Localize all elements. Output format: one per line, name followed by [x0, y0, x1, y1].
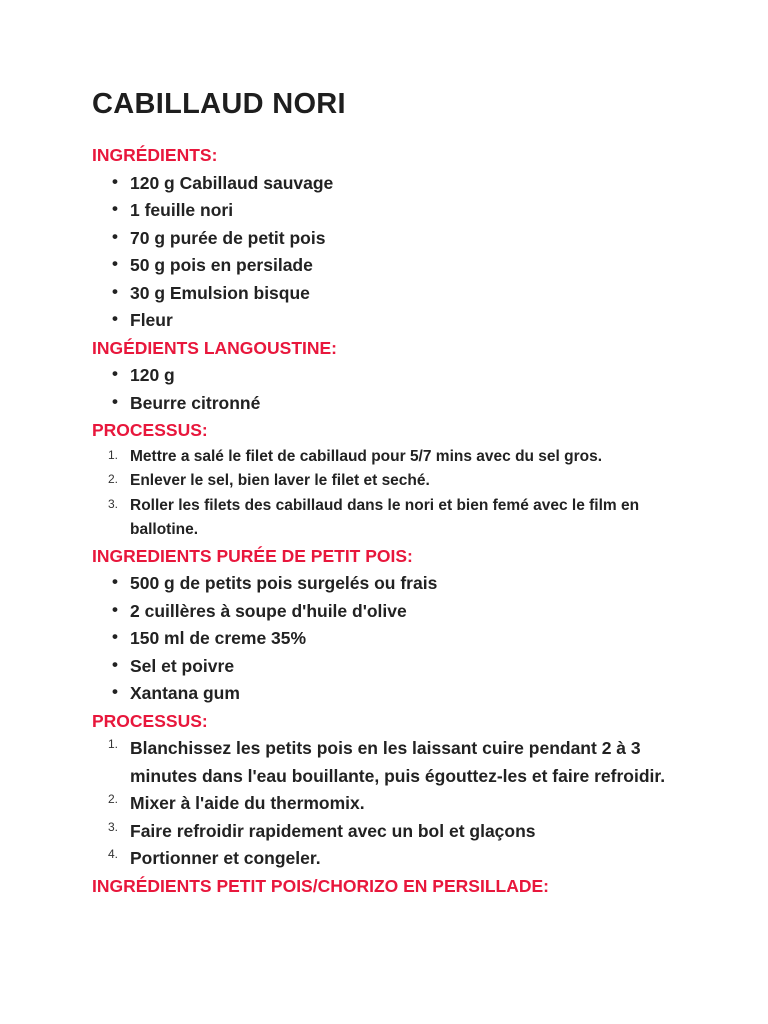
bullet-icon: •	[112, 391, 118, 411]
list-item	[92, 625, 692, 653]
step-text: Mixer à l'aide du thermomix.	[130, 793, 365, 813]
step-item	[92, 469, 692, 494]
step-number: 2.	[108, 792, 119, 806]
langoustine-list	[92, 362, 692, 417]
step-text: Mettre a salé le filet de cabillaud pour 5/7 mins avec du sel gros.	[130, 447, 603, 465]
list-item	[92, 598, 692, 626]
step-number: 3.	[108, 819, 119, 834]
step-text: Enlever le sel, bien laver le filet et seché.	[130, 472, 430, 489]
puree-process-steps-list	[92, 735, 692, 873]
step-item	[92, 494, 692, 543]
step-item	[92, 735, 692, 790]
section-heading-process-puree: PROCESSUS:	[92, 710, 208, 731]
list-item-text: 30 g Emulsion bisque	[130, 282, 310, 303]
step-text: Faire refroidir rapidement avec un bol et glaçons	[130, 820, 536, 841]
list-item	[92, 653, 692, 681]
section-heading-ingredients: INGRÉDIENTS:	[92, 145, 218, 165]
list-item	[92, 362, 692, 390]
list-item-text: 50 g pois en persilade	[130, 255, 313, 275]
step-item	[92, 790, 692, 818]
step-number: 4.	[108, 847, 119, 861]
list-item	[92, 252, 692, 280]
list-item	[92, 680, 692, 708]
section-heading-puree-ingredients: INGREDIENTS PURÉE DE PETIT POIS:	[92, 545, 413, 566]
list-item-text: 120 g	[130, 365, 175, 385]
bullet-icon: •	[112, 627, 118, 646]
list-item-text: Beurre citronné	[130, 392, 261, 413]
step-text: Portionner et congeler.	[130, 848, 321, 868]
list-item-text: 150 ml de creme 35%	[130, 628, 307, 648]
bullet-icon: •	[112, 254, 118, 273]
list-item	[92, 307, 692, 335]
bullet-icon: •	[112, 682, 118, 701]
list-item-text: Sel et poivre	[130, 655, 235, 676]
list-item-text: 2 cuillères à soupe d'huile d'olive	[130, 600, 407, 621]
list-item	[92, 390, 692, 418]
step-text: Roller les filets des cabillaud dans le nori et bien femé avec le film en ballotine.	[130, 496, 640, 538]
step-number: 1.	[108, 737, 119, 751]
step-text: Blanchissez les petits pois en les laissant cuire pendant 2 à 3 minutes dans l'eau bouillante, puis égouttez-les et faire refroidir.	[130, 738, 666, 786]
list-item-text: 70 g purée de petit pois	[130, 227, 326, 248]
bullet-icon: •	[112, 309, 118, 328]
section-heading-langoustine: INGÉDIENTS LANGOUSTINE:	[92, 337, 338, 358]
bullet-icon: •	[112, 599, 118, 619]
ingredients-list	[92, 170, 692, 335]
list-item	[92, 197, 692, 225]
bullet-icon: •	[112, 199, 118, 218]
bullet-icon: •	[112, 364, 118, 383]
list-item-text: 120 g Cabillaud sauvage	[130, 172, 334, 193]
bullet-icon: •	[112, 654, 118, 674]
step-item	[92, 445, 692, 470]
list-item-text: Xantana gum	[130, 683, 240, 703]
recipe-content	[92, 84, 692, 900]
process-steps-list	[92, 445, 692, 543]
puree-ingredients-list	[92, 570, 692, 708]
step-number: 3.	[108, 496, 119, 511]
list-item	[92, 170, 692, 198]
step-number: 1.	[108, 447, 119, 462]
recipe-title: CABILLAUD NORI	[92, 88, 346, 120]
step-item	[92, 845, 692, 873]
list-item	[92, 225, 692, 253]
section-heading-process: PROCESSUS:	[92, 420, 208, 440]
bullet-icon: •	[112, 226, 118, 246]
list-item-text: Fleur	[130, 310, 173, 330]
step-number: 2.	[108, 472, 119, 486]
list-item-text: 500 g de petits pois surgelés ou frais	[130, 573, 438, 593]
list-item-text: 1 feuille nori	[130, 200, 234, 220]
section-heading-persillade: INGRÉDIENTS PETIT POIS/CHORIZO EN PERSILLADE:	[92, 875, 549, 896]
step-item	[92, 818, 692, 846]
list-item	[92, 570, 692, 598]
list-item	[92, 280, 692, 308]
bullet-icon: •	[112, 281, 118, 301]
bullet-icon: •	[112, 572, 118, 591]
bullet-icon: •	[112, 171, 118, 191]
